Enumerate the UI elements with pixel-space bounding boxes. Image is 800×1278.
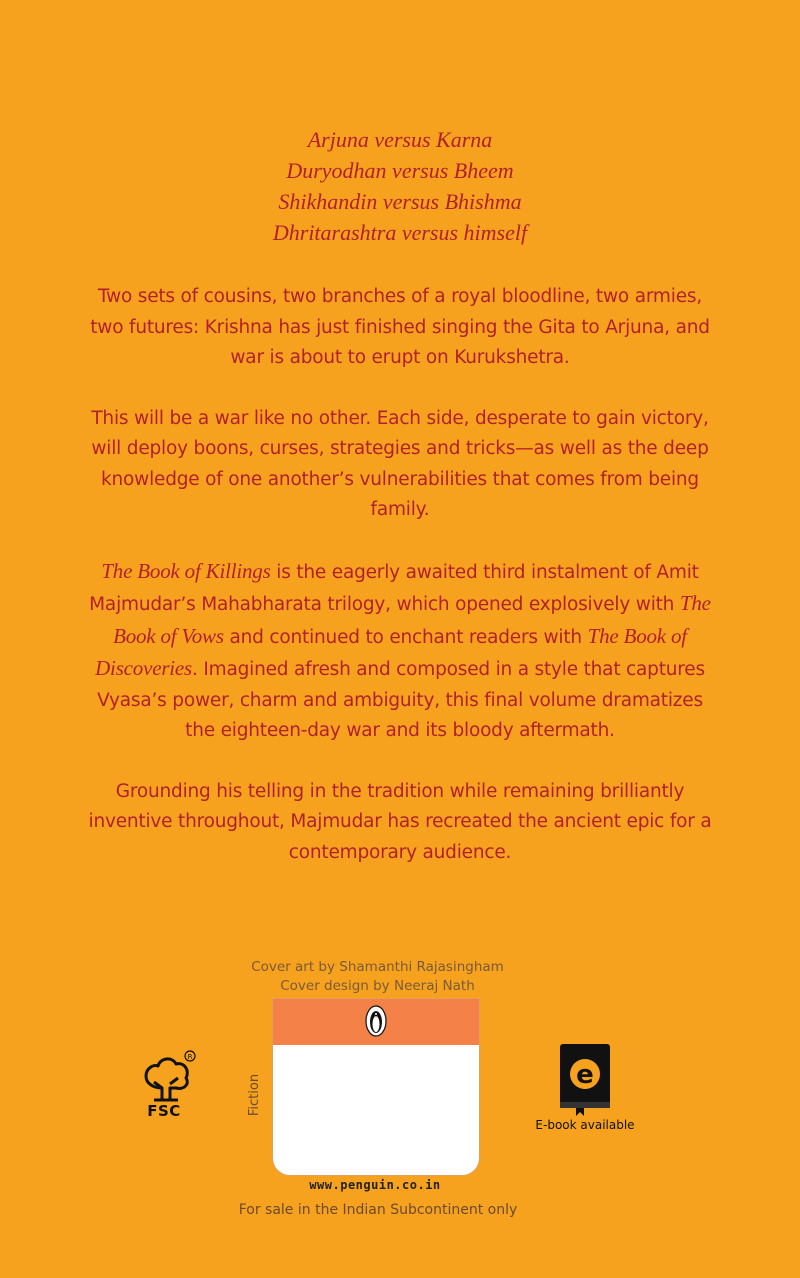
verse-line: Shikhandin versus Bhishma (278, 189, 522, 214)
book-title: The Book of Killings (101, 558, 271, 583)
book-title: The Book of Discoveries (95, 623, 687, 680)
sale-territory-note: For sale in the Indian Subcontinent only (238, 1202, 518, 1218)
publisher-band (273, 999, 479, 1045)
barcode-panel (272, 998, 480, 1176)
book-title: The Book of Vows (113, 591, 711, 648)
blurb (80, 282, 720, 898)
verse-line: Duryodhan versus Bheem (286, 158, 514, 183)
cover-art-credit: Cover art by Shamanthi Rajasingham (251, 959, 504, 975)
blurb-text: and continued to enchant readers with (223, 626, 588, 648)
svg-text:R: R (187, 1053, 193, 1061)
category-label: Fiction (247, 1073, 262, 1117)
verse-line: Arjuna versus Karna (307, 127, 493, 152)
verse-block (0, 124, 800, 248)
cover-credits (0, 958, 755, 996)
ebook-label: E-book available (535, 1118, 635, 1132)
verse-line: Dhritarashtra versus himself (272, 220, 528, 245)
blurb-paragraph-3 (80, 556, 720, 747)
ebook-icon (558, 1042, 612, 1118)
barcode-area (273, 1045, 479, 1175)
blurb-paragraph-1: Two sets of cousins, two branches of a royal bloodline, two armies, two futures: Krishna has just finished singing the Gita to Arjuna, and war is about to erupt on Kurukshetra. (90, 286, 710, 368)
blurb-paragraph-4: Grounding his telling in the tradition while remaining brilliantly inventive throughout, Majmudar has recreated the ancient epic for a contemporary audience. (88, 780, 712, 863)
blurb-paragraph-2: This will be a war like no other. Each side, desperate to gain victory, will deploy boons, curses, strategies and tricks—as well as the deep knowledge of one another’s vulnerabilities that comes from being family. (91, 407, 709, 520)
publisher-url: www.penguin.co.in (309, 1178, 441, 1192)
blurb-text: . Imagined afresh and composed in a style that captures Vyasa’s power, charm and ambiguity, this final volume dramatizes the eighteen-day war and its bloody aftermath. (97, 659, 705, 741)
svg-text:e: e (576, 1060, 594, 1090)
penguin-logo-icon (365, 1005, 387, 1037)
fsc-label: FSC (147, 1102, 181, 1120)
blurb-text: is the eagerly awaited third instalment of Amit Majmudar’s Mahabharata trilogy, which opened explosively with (89, 561, 699, 615)
cover-design-credit: Cover design by Neeraj Nath (280, 978, 475, 994)
